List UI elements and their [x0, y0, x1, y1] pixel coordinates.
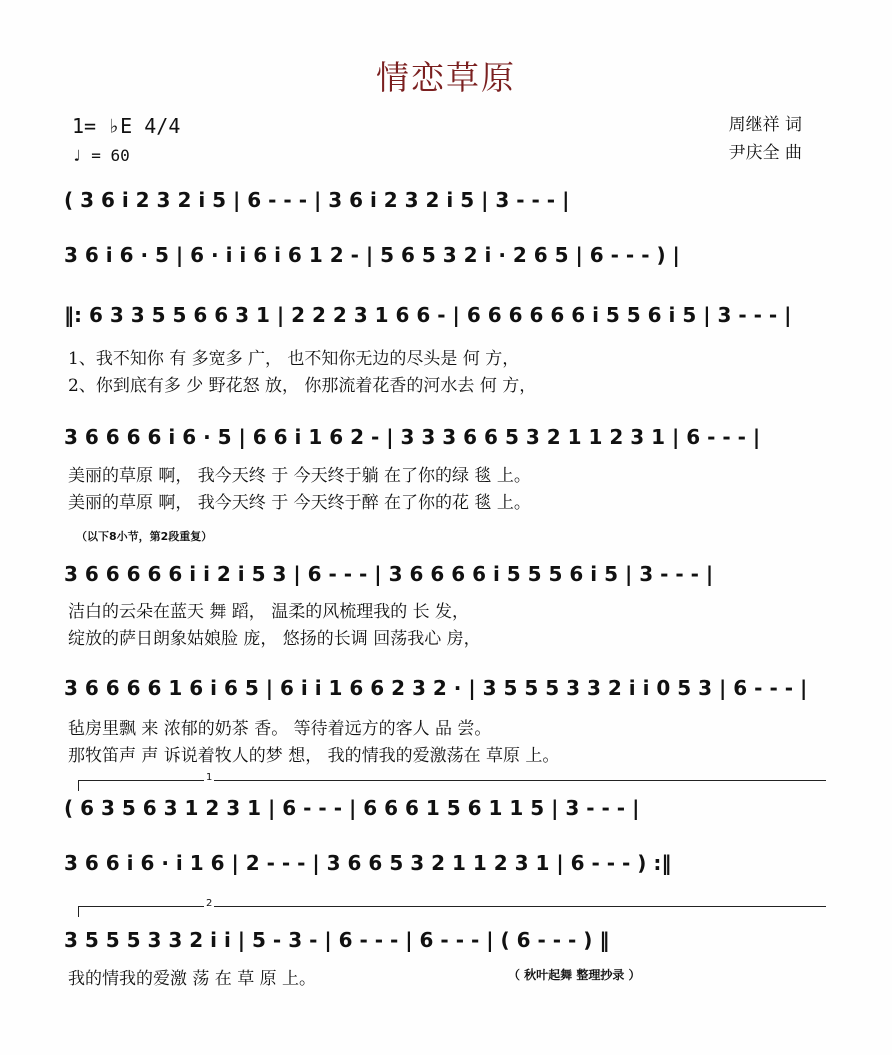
notation-row: ( 6 3 5 6 3 1 2 3 1 | 6 - - - | 6 6 6 1 5 6 1 1 5 | 3 - - - |: [64, 796, 640, 820]
notation-row: 3 6 6 6 6 i 6 · 5 | 6 6 i 1 6 2 - | 3 3 3 6 6 5 3 2 1 1 2 3 1 | 6 - - - |: [64, 425, 761, 449]
lyric-line: 毡房里飘 来 浓郁的奶茶 香。 等待着远方的客人 品 尝。: [68, 719, 492, 739]
repeat-comment: （以下8小节，第2段重复）: [76, 530, 213, 543]
notation-row: 3 6 i 6 · 5 | 6 · i i 6 i 6 1 2 - | 5 6 5 3 2 i · 2 6 5 | 6 - - - ) |: [64, 243, 680, 267]
notation-row: 3 6 6 6 6 6 i i 2 i 5 3 | 6 - - - | 3 6 6 6 6 i 5 5 5 6 i 5 | 3 - - - |: [64, 562, 714, 586]
lyric-line: 2、你到底有多 少 野花怒 放， 你那流着花香的河水去 何 方，: [68, 376, 537, 396]
second-ending-bracket: [78, 898, 826, 917]
lyric-line: 1、我不知你 有 多宽多 广， 也不知你无边的尽头是 何 方，: [68, 349, 520, 369]
lyric-line: 我的情我的爱激 荡 在 草 原 上。: [68, 969, 317, 989]
lyric-line: 洁白的云朵在蓝天 舞 蹈， 温柔的风梳理我的 长 发，: [68, 602, 470, 622]
transcriber-note: （ 秋叶起舞 整理抄录 ）: [508, 968, 641, 982]
notation-row: ( 3 6 i 2 3 2 i 5 | 6 - - - | 3 6 i 2 3 2 i 5 | 3 - - - |: [64, 188, 570, 212]
first-ending-bracket: [78, 772, 826, 791]
ending-tick: [78, 781, 79, 791]
notation-row: 3 6 6 i 6 · i 1 6 | 2 - - - | 3 6 6 5 3 2 1 1 2 3 1 | 6 - - - ) :‖: [64, 851, 672, 875]
notation-row: 3 6 6 6 6 1 6 i 6 5 | 6 i i 1 6 6 2 3 2 · | 3 5 5 5 3 3 2 i i 0 5 3 | 6 - - - |: [64, 676, 808, 700]
ending-number: 1: [206, 772, 213, 783]
lyric-line: 那牧笛声 声 诉说着牧人的梦 想， 我的情我的爱激荡在 草原 上。: [68, 746, 560, 766]
lyricist-credit: 周继祥 词: [728, 115, 802, 135]
lyric-line: 美丽的草原 啊， 我今天终 于 今天终于躺 在了你的绿 毯 上。: [68, 466, 531, 486]
ending-tick: [78, 907, 79, 917]
ending-number: 2: [206, 898, 213, 909]
lyric-line: 绽放的萨日朗象姑娘脸 庞， 悠扬的长调 回荡我心 房，: [68, 629, 481, 649]
key-signature: 1= ♭E 4/4: [72, 114, 181, 138]
notation-row: 3 5 5 5 3 3 2 i i | 5 - 3 - | 6 - - - | 6 - - - | ( 6 - - - ) ‖: [64, 928, 610, 952]
song-title: 情恋草原: [376, 58, 516, 97]
composer-credit: 尹庆全 曲: [728, 143, 802, 163]
notation-row: ‖: 6 3 3 5 5 6 6 3 1 | 2 2 2 3 1 6 6 - | 6 6 6 6 6 6 i 5 5 6 i 5 | 3 - - - |: [64, 303, 792, 327]
tempo-marking: ♩ = 60: [72, 146, 130, 165]
lyric-line: 美丽的草原 啊， 我今天终 于 今天终于醉 在了你的花 毯 上。: [68, 493, 531, 513]
